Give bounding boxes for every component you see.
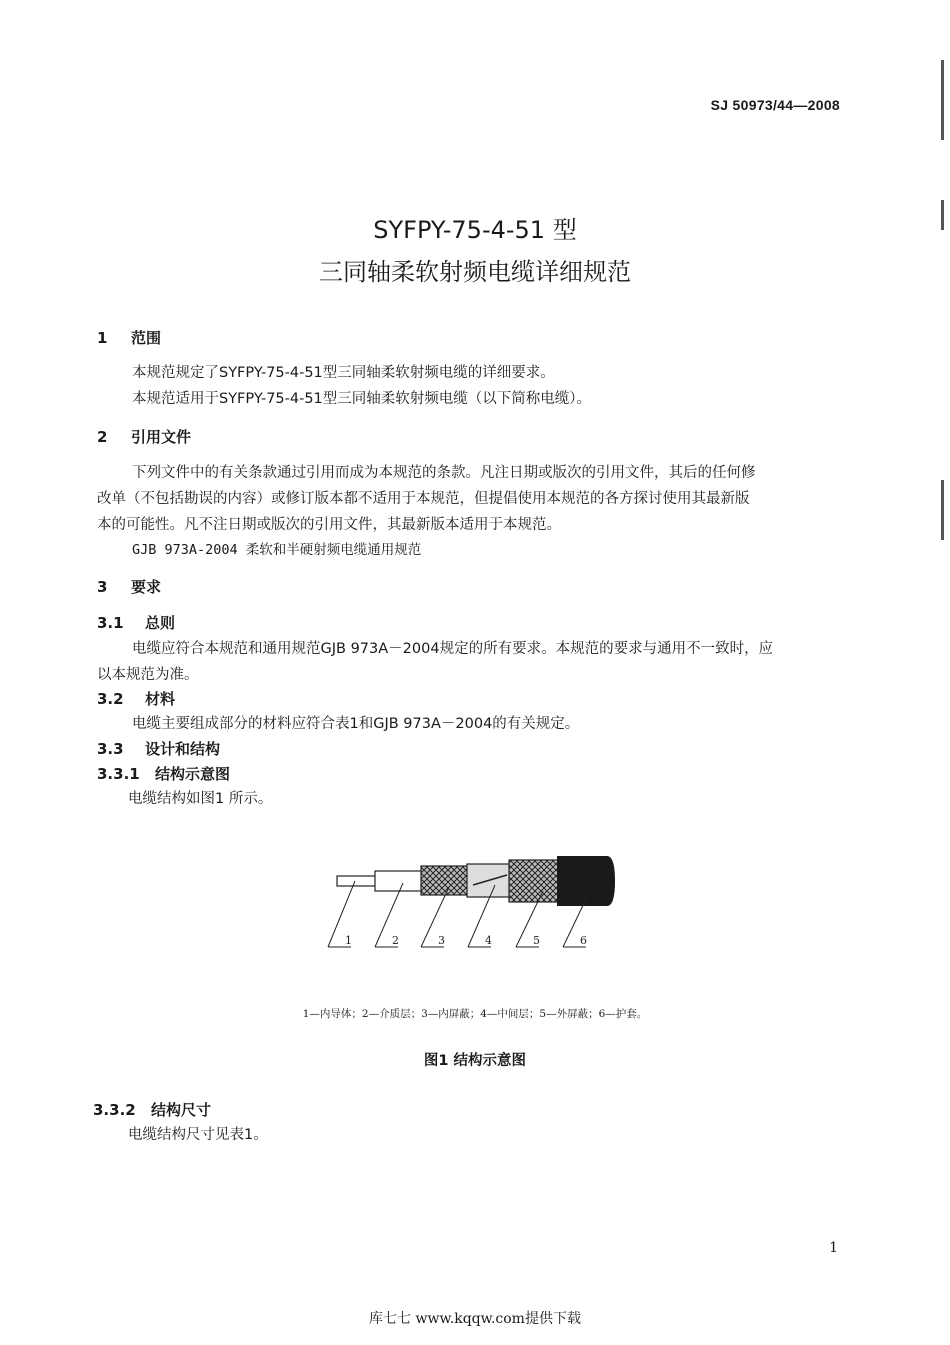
section-2-line2: 改单（不包括勘误的内容）或修订版本都不适用于本规范，但提倡使用本规范的各方探讨使用其最新版 (97, 491, 750, 507)
section-3-3-2-heading: 3.3.2 结构尺寸 (93, 1101, 212, 1119)
figure-label-1: 1 (345, 934, 352, 947)
dielectric-layer (375, 871, 423, 891)
page-title-line2: 三同轴柔软射频电缆详细规范 (319, 258, 631, 286)
scan-edge-mark (941, 200, 944, 230)
section-3-heading: 3 要求 (97, 578, 162, 596)
section-3-3-1-heading: 3.3.1 结构示意图 (97, 765, 231, 783)
page-title-line1: SYFPY-75-4-51 型 (373, 216, 577, 244)
section-3-3-1-line1: 电缆结构如图1 所示。 (128, 791, 273, 807)
inner-shield (421, 866, 469, 895)
section-3-3-heading: 3.3 设计和结构 (97, 740, 221, 758)
section-1-p2: 本规范适用于SYFPY-75-4-51型三同轴柔软射频电缆（以下简称电缆）。 (132, 391, 592, 407)
scan-edge-mark (941, 60, 944, 140)
section-3-1-heading: 3.1 总则 (97, 614, 176, 632)
section-1-p1: 本规范规定了SYFPY-75-4-51型三同轴柔软射频电缆的详细要求。 (132, 365, 555, 381)
section-2-line3: 本的可能性。凡不注日期或版次的引用文件，其最新版本适用于本规范。 (97, 517, 561, 533)
outer-shield (509, 860, 559, 902)
section-1-heading: 1 范围 (97, 329, 162, 347)
figure-label-4: 4 (485, 934, 492, 947)
reference-document: GJB 973A-2004 柔软和半硬射频电缆通用规范 (132, 542, 422, 558)
figure-label-2: 2 (392, 934, 399, 947)
section-3-1-line2: 以本规范为准。 (97, 667, 199, 683)
figure-label-6: 6 (580, 934, 587, 947)
section-3-1-line1: 电缆应符合本规范和通用规范GJB 973A－2004规定的所有要求。本规范的要求与通用不一致时，应 (132, 641, 774, 657)
document-code: SJ 50973/44—2008 (710, 97, 840, 113)
download-footer: 库七七 www.kqqw.com提供下载 (369, 1311, 581, 1327)
section-3-2-line1: 电缆主要组成部分的材料应符合表1和GJB 973A－2004的有关规定。 (132, 716, 580, 732)
page-number: 1 (829, 1240, 838, 1256)
scan-edge-mark (941, 480, 944, 540)
section-3-3-2-line1: 电缆结构尺寸见表1。 (128, 1127, 268, 1143)
section-2-line1: 下列文件中的有关条款通过引用而成为本规范的条款。凡注日期或版次的引用文件，其后的任何修 (132, 465, 756, 481)
figure-legend: 1—内导体；2—介质层；3—内屏蔽；4—中间层；5—外屏蔽；6—护套。 (302, 1008, 648, 1020)
inner-conductor (337, 876, 377, 886)
figure-label-5: 5 (533, 934, 540, 947)
figure-caption: 图1 结构示意图 (423, 1053, 527, 1069)
cable-structure-figure (325, 855, 625, 955)
figure-label-3: 3 (438, 934, 445, 947)
section-3-2-heading: 3.2 材料 (97, 690, 176, 708)
section-2-heading: 2 引用文件 (97, 428, 192, 446)
